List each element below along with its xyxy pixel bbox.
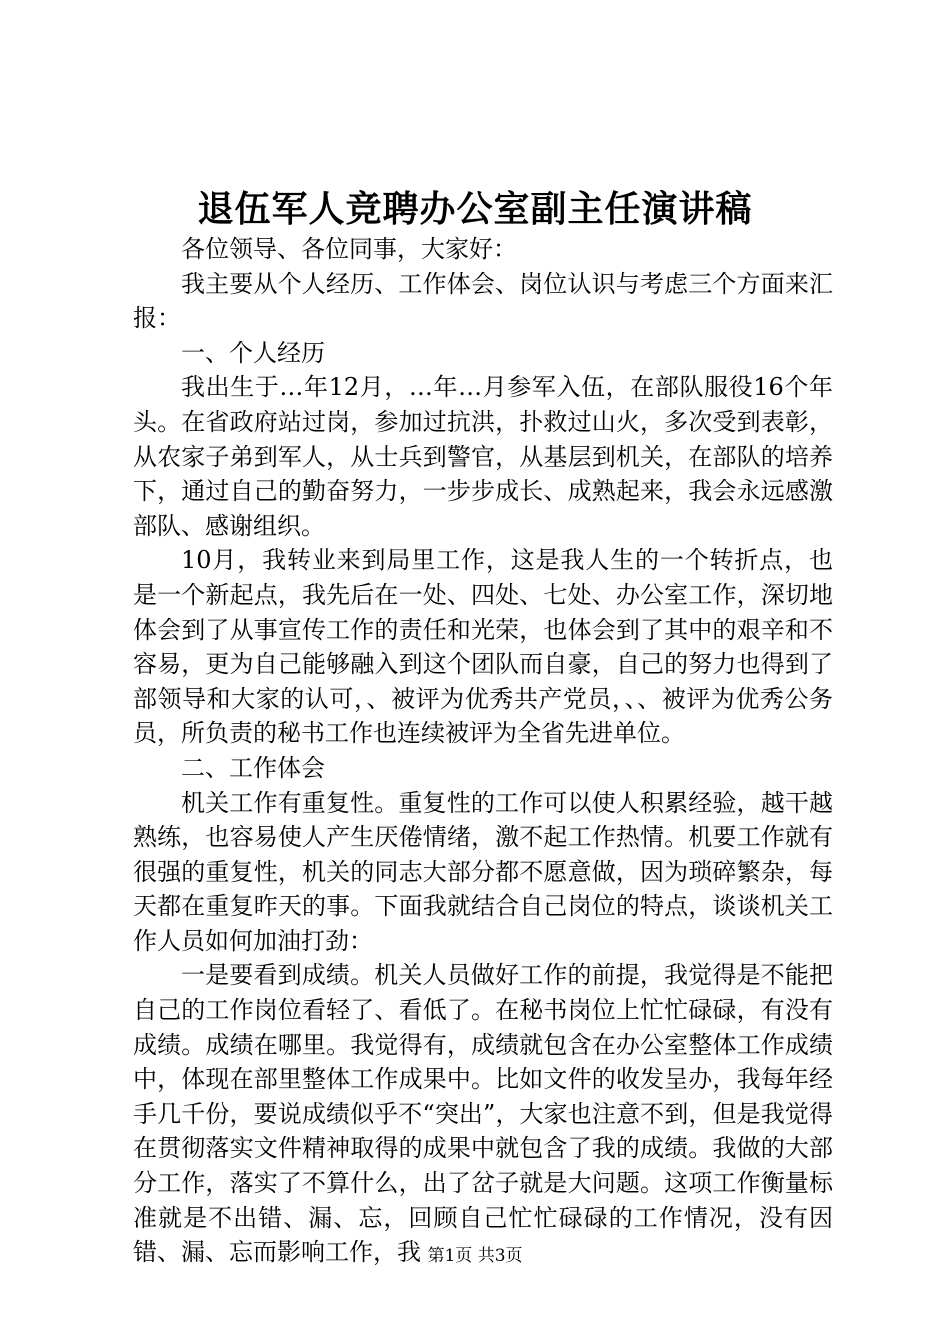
section-heading-personal-experience: 一、个人经历 [181,338,325,367]
paragraph-repetitive-work: 机关工作有重复性。重复性的工作可以使人积累经验，越干越熟练，也容易使人产生厌倦情绪，激不起工作热情。机要工作就有很强的重复性，机关的同志大部分都不愿意做，因为琐碎繁杂，每天都在重复昨天的事。下面我就结合自己岗位的特点，谈谈机关工作人员如何加油打劲： [133,788,833,955]
document-title: 退伍军人竞聘办公室副主任演讲稿 [197,188,753,230]
page-number-footer: 第1页 共3页 [427,1246,523,1266]
paragraph-career-transition: 10月，我转业来到局里工作，这是我人生的一个转折点，也是一个新起点，我先后在一处、四处、七处、办公室工作，深切地体会到了从事宣传工作的责任和光荣，也体会到了其中的艰辛和不容易，更为自己能够融入到这个团队而自豪，自己的努力也得到了部领导和大家的认可，、被评为优秀共产党员，、、被评为优秀公务员，所负责的秘书工作也连续被评为全省先进单位。 [133,546,833,748]
paragraph-greeting: 各位领导、各位同事，大家好： [181,235,517,263]
paragraph-personal-background: 我出生于…年12月，…年…月参军入伍，在部队服役16个年头。在省政府站过岗，参加过抗洪，扑救过山火，多次受到表彰，从农家子弟到军人，从士兵到警官，从基层到机关，在部队的培养下，通过自己的勤奋努力，一步步成长、成熟起来，我会永远感激部队、感谢组织。 [133,373,833,540]
document-body [133,232,833,1270]
section-heading-work-experience: 二、工作体会 [181,753,325,782]
paragraph-intro: 我主要从个人经历、工作体会、岗位认识与考虑三个方面来汇报： [133,269,833,333]
paragraph-see-achievements: 一是要看到成绩。机关人员做好工作的前提，我觉得是不能把自己的工作岗位看轻了、看低了。在秘书岗位上忙忙碌碌，有没有成绩。成绩在哪里。我觉得有，成绩就包含在办公室整体工作成绩中，体现在部里整体工作成果中。比如文件的收发呈办，我每年经手几千份，要说成绩似乎不“突出”，大家也注意不到，但是我觉得在贯彻落实文件精神取得的成果中就包含了我的成绩。我做的大部分工作，落实了不算什么，出了岔子就是大问题。这项工作衡量标准就是不出错、漏、忘，回顾自己忙忙碌碌的工作情况，没有因错、漏、忘而影响工作，我 [133,961,833,1267]
